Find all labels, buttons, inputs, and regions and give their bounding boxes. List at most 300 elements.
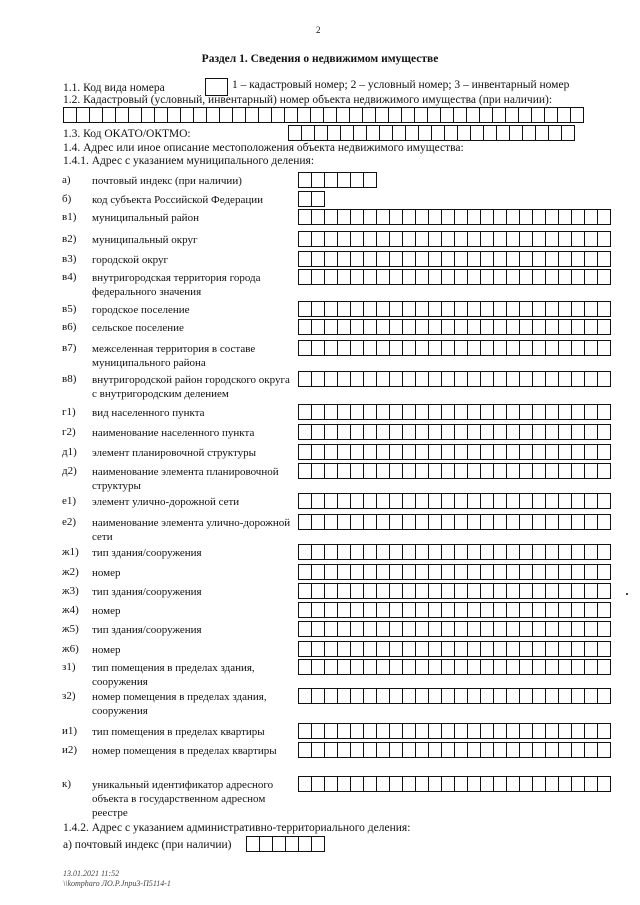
char-cell[interactable]: [545, 493, 559, 509]
char-cell[interactable]: [311, 544, 325, 560]
char-cell[interactable]: [506, 424, 520, 440]
char-cell[interactable]: [389, 371, 403, 387]
char-cell[interactable]: [389, 544, 403, 560]
char-cell[interactable]: [350, 688, 364, 704]
char-cell[interactable]: [324, 659, 338, 675]
char-cell[interactable]: [597, 463, 611, 479]
char-cell[interactable]: [285, 836, 299, 852]
char-cell[interactable]: [597, 444, 611, 460]
char-cell[interactable]: [311, 514, 325, 530]
char-cell[interactable]: [532, 493, 546, 509]
char-cell[interactable]: [467, 544, 481, 560]
cadastral-number-cells[interactable]: [63, 107, 583, 123]
char-cell[interactable]: [571, 444, 585, 460]
char-cell[interactable]: [389, 319, 403, 335]
char-cell[interactable]: [441, 340, 455, 356]
char-cell[interactable]: [206, 107, 220, 123]
char-cell[interactable]: [363, 231, 377, 247]
char-cell[interactable]: [376, 583, 390, 599]
char-cell[interactable]: [584, 723, 598, 739]
char-cell[interactable]: [415, 463, 429, 479]
char-cell[interactable]: [376, 621, 390, 637]
char-cell[interactable]: [376, 463, 390, 479]
char-cell[interactable]: [337, 544, 351, 560]
char-cell[interactable]: [493, 583, 507, 599]
char-cell[interactable]: [480, 424, 494, 440]
char-cell[interactable]: [493, 209, 507, 225]
char-cell[interactable]: [558, 269, 572, 285]
char-cell[interactable]: [506, 340, 520, 356]
char-cell[interactable]: [415, 301, 429, 317]
char-cell[interactable]: [506, 319, 520, 335]
char-cell[interactable]: [557, 107, 571, 123]
char-cell[interactable]: [337, 564, 351, 580]
char-cell[interactable]: [311, 688, 325, 704]
char-cell[interactable]: [337, 493, 351, 509]
char-cell[interactable]: [532, 371, 546, 387]
char-cell[interactable]: [324, 583, 338, 599]
char-cell[interactable]: [141, 107, 155, 123]
char-cell[interactable]: [402, 493, 416, 509]
char-cell[interactable]: [272, 836, 286, 852]
char-cell[interactable]: [376, 564, 390, 580]
char-cell[interactable]: [519, 544, 533, 560]
row-cells[interactable]: [298, 301, 610, 317]
char-cell[interactable]: [454, 269, 468, 285]
char-cell[interactable]: [545, 723, 559, 739]
char-cell[interactable]: [402, 269, 416, 285]
char-cell[interactable]: [415, 621, 429, 637]
char-cell[interactable]: [337, 688, 351, 704]
char-cell[interactable]: [454, 340, 468, 356]
char-cell[interactable]: [337, 621, 351, 637]
char-cell[interactable]: [519, 424, 533, 440]
char-cell[interactable]: [545, 621, 559, 637]
char-cell[interactable]: [392, 125, 406, 141]
char-cell[interactable]: [337, 404, 351, 420]
char-cell[interactable]: [350, 424, 364, 440]
char-cell[interactable]: [506, 514, 520, 530]
row-cells[interactable]: [298, 463, 610, 479]
char-cell[interactable]: [467, 659, 481, 675]
char-cell[interactable]: [584, 424, 598, 440]
char-cell[interactable]: [376, 444, 390, 460]
char-cell[interactable]: [415, 659, 429, 675]
char-cell[interactable]: [506, 641, 520, 657]
char-cell[interactable]: [532, 564, 546, 580]
char-cell[interactable]: [337, 319, 351, 335]
char-cell[interactable]: [298, 319, 312, 335]
char-cell[interactable]: [584, 251, 598, 267]
char-cell[interactable]: [467, 404, 481, 420]
char-cell[interactable]: [415, 444, 429, 460]
char-cell[interactable]: [441, 231, 455, 247]
char-cell[interactable]: [454, 621, 468, 637]
char-cell[interactable]: [353, 125, 367, 141]
char-cell[interactable]: [506, 463, 520, 479]
char-cell[interactable]: [519, 514, 533, 530]
char-cell[interactable]: [376, 340, 390, 356]
char-cell[interactable]: [311, 493, 325, 509]
char-cell[interactable]: [480, 544, 494, 560]
char-cell[interactable]: [467, 641, 481, 657]
char-cell[interactable]: [428, 269, 442, 285]
char-cell[interactable]: [311, 836, 325, 852]
char-cell[interactable]: [350, 659, 364, 675]
char-cell[interactable]: [298, 231, 312, 247]
char-cell[interactable]: [428, 301, 442, 317]
char-cell[interactable]: [431, 125, 445, 141]
char-cell[interactable]: [324, 564, 338, 580]
char-cell[interactable]: [441, 544, 455, 560]
char-cell[interactable]: [545, 463, 559, 479]
char-cell[interactable]: [428, 231, 442, 247]
char-cell[interactable]: [454, 251, 468, 267]
char-cell[interactable]: [467, 514, 481, 530]
char-cell[interactable]: [466, 107, 480, 123]
char-cell[interactable]: [363, 371, 377, 387]
char-cell[interactable]: [311, 340, 325, 356]
char-cell[interactable]: [532, 404, 546, 420]
char-cell[interactable]: [571, 688, 585, 704]
char-cell[interactable]: [480, 251, 494, 267]
char-cell[interactable]: [571, 544, 585, 560]
row-cells[interactable]: [298, 231, 610, 247]
row-cells[interactable]: [298, 209, 610, 225]
char-cell[interactable]: [532, 251, 546, 267]
char-cell[interactable]: [441, 463, 455, 479]
char-cell[interactable]: [376, 209, 390, 225]
char-cell[interactable]: [350, 621, 364, 637]
char-cell[interactable]: [337, 776, 351, 792]
char-cell[interactable]: [506, 564, 520, 580]
char-cell[interactable]: [454, 776, 468, 792]
row-cells[interactable]: [298, 544, 610, 560]
char-cell[interactable]: [480, 371, 494, 387]
char-cell[interactable]: [246, 836, 260, 852]
char-cell[interactable]: [454, 641, 468, 657]
char-cell[interactable]: [376, 742, 390, 758]
char-cell[interactable]: [467, 231, 481, 247]
char-cell[interactable]: [545, 444, 559, 460]
char-cell[interactable]: [219, 107, 233, 123]
char-cell[interactable]: [363, 340, 377, 356]
char-cell[interactable]: [454, 688, 468, 704]
char-cell[interactable]: [428, 776, 442, 792]
char-cell[interactable]: [363, 688, 377, 704]
char-cell[interactable]: [571, 776, 585, 792]
char-cell[interactable]: [493, 659, 507, 675]
char-cell[interactable]: [480, 463, 494, 479]
char-cell[interactable]: [506, 544, 520, 560]
char-cell[interactable]: [571, 564, 585, 580]
char-cell[interactable]: [415, 231, 429, 247]
char-cell[interactable]: [470, 125, 484, 141]
char-cell[interactable]: [558, 301, 572, 317]
char-cell[interactable]: [545, 340, 559, 356]
char-cell[interactable]: [441, 251, 455, 267]
char-cell[interactable]: [154, 107, 168, 123]
char-cell[interactable]: [493, 564, 507, 580]
char-cell[interactable]: [584, 641, 598, 657]
row-cells[interactable]: [298, 191, 324, 207]
char-cell[interactable]: [480, 404, 494, 420]
char-cell[interactable]: [584, 301, 598, 317]
char-cell[interactable]: [324, 231, 338, 247]
char-cell[interactable]: [519, 269, 533, 285]
char-cell[interactable]: [597, 742, 611, 758]
char-cell[interactable]: [467, 444, 481, 460]
char-cell[interactable]: [402, 371, 416, 387]
char-cell[interactable]: [467, 424, 481, 440]
char-cell[interactable]: [454, 723, 468, 739]
char-cell[interactable]: [389, 493, 403, 509]
char-cell[interactable]: [558, 404, 572, 420]
char-cell[interactable]: [389, 742, 403, 758]
char-cell[interactable]: [454, 514, 468, 530]
char-cell[interactable]: [545, 564, 559, 580]
char-cell[interactable]: [414, 107, 428, 123]
char-cell[interactable]: [467, 688, 481, 704]
char-cell[interactable]: [402, 251, 416, 267]
char-cell[interactable]: [363, 514, 377, 530]
char-cell[interactable]: [324, 742, 338, 758]
char-cell[interactable]: [298, 269, 312, 285]
char-cell[interactable]: [363, 544, 377, 560]
row-cells[interactable]: [298, 659, 610, 675]
char-cell[interactable]: [376, 514, 390, 530]
char-cell[interactable]: [558, 251, 572, 267]
char-cell[interactable]: [519, 231, 533, 247]
char-cell[interactable]: [467, 319, 481, 335]
char-cell[interactable]: [298, 404, 312, 420]
char-cell[interactable]: [597, 301, 611, 317]
char-cell[interactable]: [441, 723, 455, 739]
char-cell[interactable]: [571, 641, 585, 657]
char-cell[interactable]: [480, 209, 494, 225]
char-cell[interactable]: [389, 269, 403, 285]
char-cell[interactable]: [532, 688, 546, 704]
char-cell[interactable]: [350, 301, 364, 317]
char-cell[interactable]: [519, 209, 533, 225]
char-cell[interactable]: [441, 301, 455, 317]
char-cell[interactable]: [519, 641, 533, 657]
char-cell[interactable]: [584, 463, 598, 479]
char-cell[interactable]: [532, 301, 546, 317]
char-cell[interactable]: [597, 514, 611, 530]
char-cell[interactable]: [532, 424, 546, 440]
char-cell[interactable]: [167, 107, 181, 123]
char-cell[interactable]: [366, 125, 380, 141]
char-cell[interactable]: [532, 602, 546, 618]
char-cell[interactable]: [519, 659, 533, 675]
char-cell[interactable]: [324, 251, 338, 267]
row-cells[interactable]: [298, 444, 610, 460]
char-cell[interactable]: [324, 444, 338, 460]
char-cell[interactable]: [558, 564, 572, 580]
char-cell[interactable]: [597, 319, 611, 335]
char-cell[interactable]: [402, 742, 416, 758]
char-cell[interactable]: [584, 269, 598, 285]
char-cell[interactable]: [350, 371, 364, 387]
char-cell[interactable]: [454, 424, 468, 440]
char-cell[interactable]: [324, 544, 338, 560]
char-cell[interactable]: [363, 621, 377, 637]
char-cell[interactable]: [389, 251, 403, 267]
char-cell[interactable]: [337, 371, 351, 387]
char-cell[interactable]: [467, 251, 481, 267]
char-cell[interactable]: [402, 583, 416, 599]
char-cell[interactable]: [480, 444, 494, 460]
char-cell[interactable]: [298, 209, 312, 225]
char-cell[interactable]: [558, 583, 572, 599]
char-cell[interactable]: [532, 641, 546, 657]
char-cell[interactable]: [506, 371, 520, 387]
char-cell[interactable]: [298, 514, 312, 530]
char-cell[interactable]: [298, 191, 312, 207]
char-cell[interactable]: [350, 583, 364, 599]
char-cell[interactable]: [389, 514, 403, 530]
char-cell[interactable]: [571, 231, 585, 247]
char-cell[interactable]: [558, 742, 572, 758]
char-cell[interactable]: [519, 583, 533, 599]
char-cell[interactable]: [337, 301, 351, 317]
char-cell[interactable]: [388, 107, 402, 123]
char-cell[interactable]: [571, 621, 585, 637]
char-cell[interactable]: [493, 319, 507, 335]
char-cell[interactable]: [519, 776, 533, 792]
char-cell[interactable]: [323, 107, 337, 123]
char-cell[interactable]: [428, 404, 442, 420]
char-cell[interactable]: [311, 404, 325, 420]
char-cell[interactable]: [545, 602, 559, 618]
char-cell[interactable]: [428, 340, 442, 356]
char-cell[interactable]: [298, 583, 312, 599]
char-cell[interactable]: [506, 688, 520, 704]
char-cell[interactable]: [441, 659, 455, 675]
char-cell[interactable]: [506, 493, 520, 509]
char-cell[interactable]: [298, 723, 312, 739]
char-cell[interactable]: [584, 444, 598, 460]
char-cell[interactable]: [350, 251, 364, 267]
char-cell[interactable]: [428, 209, 442, 225]
char-cell[interactable]: [532, 583, 546, 599]
char-cell[interactable]: [298, 340, 312, 356]
char-cell[interactable]: [337, 463, 351, 479]
char-cell[interactable]: [337, 723, 351, 739]
char-cell[interactable]: [402, 544, 416, 560]
char-cell[interactable]: [571, 269, 585, 285]
char-cell[interactable]: [454, 371, 468, 387]
char-cell[interactable]: [298, 544, 312, 560]
char-cell[interactable]: [519, 371, 533, 387]
char-cell[interactable]: [584, 371, 598, 387]
row-cells[interactable]: [298, 776, 610, 792]
char-cell[interactable]: [376, 301, 390, 317]
char-cell[interactable]: [350, 463, 364, 479]
char-cell[interactable]: [337, 659, 351, 675]
char-cell[interactable]: [415, 742, 429, 758]
char-cell[interactable]: [493, 340, 507, 356]
char-cell[interactable]: [496, 125, 510, 141]
char-cell[interactable]: [441, 641, 455, 657]
char-cell[interactable]: [467, 564, 481, 580]
char-cell[interactable]: [506, 209, 520, 225]
char-cell[interactable]: [402, 602, 416, 618]
char-cell[interactable]: [561, 125, 575, 141]
char-cell[interactable]: [376, 251, 390, 267]
char-cell[interactable]: [467, 463, 481, 479]
char-cell[interactable]: [506, 444, 520, 460]
char-cell[interactable]: [558, 514, 572, 530]
char-cell[interactable]: [545, 319, 559, 335]
char-cell[interactable]: [115, 107, 129, 123]
char-cell[interactable]: [506, 583, 520, 599]
char-cell[interactable]: [584, 404, 598, 420]
row-cells[interactable]: [298, 621, 610, 637]
char-cell[interactable]: [597, 493, 611, 509]
row-cells[interactable]: [298, 514, 610, 530]
char-cell[interactable]: [545, 514, 559, 530]
char-cell[interactable]: [376, 544, 390, 560]
char-cell[interactable]: [584, 231, 598, 247]
char-cell[interactable]: [558, 209, 572, 225]
char-cell[interactable]: [363, 444, 377, 460]
char-cell[interactable]: [545, 583, 559, 599]
char-cell[interactable]: [532, 444, 546, 460]
char-cell[interactable]: [558, 776, 572, 792]
char-cell[interactable]: [415, 404, 429, 420]
char-cell[interactable]: [350, 641, 364, 657]
char-cell[interactable]: [480, 269, 494, 285]
char-cell[interactable]: [376, 319, 390, 335]
char-cell[interactable]: [350, 444, 364, 460]
char-cell[interactable]: [597, 424, 611, 440]
char-cell[interactable]: [402, 621, 416, 637]
char-cell[interactable]: [571, 251, 585, 267]
char-cell[interactable]: [532, 544, 546, 560]
char-cell[interactable]: [571, 723, 585, 739]
char-cell[interactable]: [415, 269, 429, 285]
char-cell[interactable]: [535, 125, 549, 141]
char-cell[interactable]: [558, 544, 572, 560]
row-cells[interactable]: [298, 319, 610, 335]
char-cell[interactable]: [298, 641, 312, 657]
char-cell[interactable]: [441, 444, 455, 460]
char-cell[interactable]: [584, 319, 598, 335]
char-cell[interactable]: [545, 641, 559, 657]
char-cell[interactable]: [519, 493, 533, 509]
char-cell[interactable]: [532, 621, 546, 637]
char-cell[interactable]: [298, 742, 312, 758]
char-cell[interactable]: [376, 723, 390, 739]
char-cell[interactable]: [441, 602, 455, 618]
char-cell[interactable]: [558, 688, 572, 704]
char-cell[interactable]: [402, 659, 416, 675]
char-cell[interactable]: [531, 107, 545, 123]
char-cell[interactable]: [493, 463, 507, 479]
char-cell[interactable]: [571, 319, 585, 335]
char-cell[interactable]: [597, 269, 611, 285]
char-cell[interactable]: [363, 463, 377, 479]
char-cell[interactable]: [480, 319, 494, 335]
char-cell[interactable]: [597, 251, 611, 267]
char-cell[interactable]: [389, 621, 403, 637]
char-cell[interactable]: [415, 424, 429, 440]
char-cell[interactable]: [584, 742, 598, 758]
char-cell[interactable]: [298, 836, 312, 852]
char-cell[interactable]: [558, 463, 572, 479]
